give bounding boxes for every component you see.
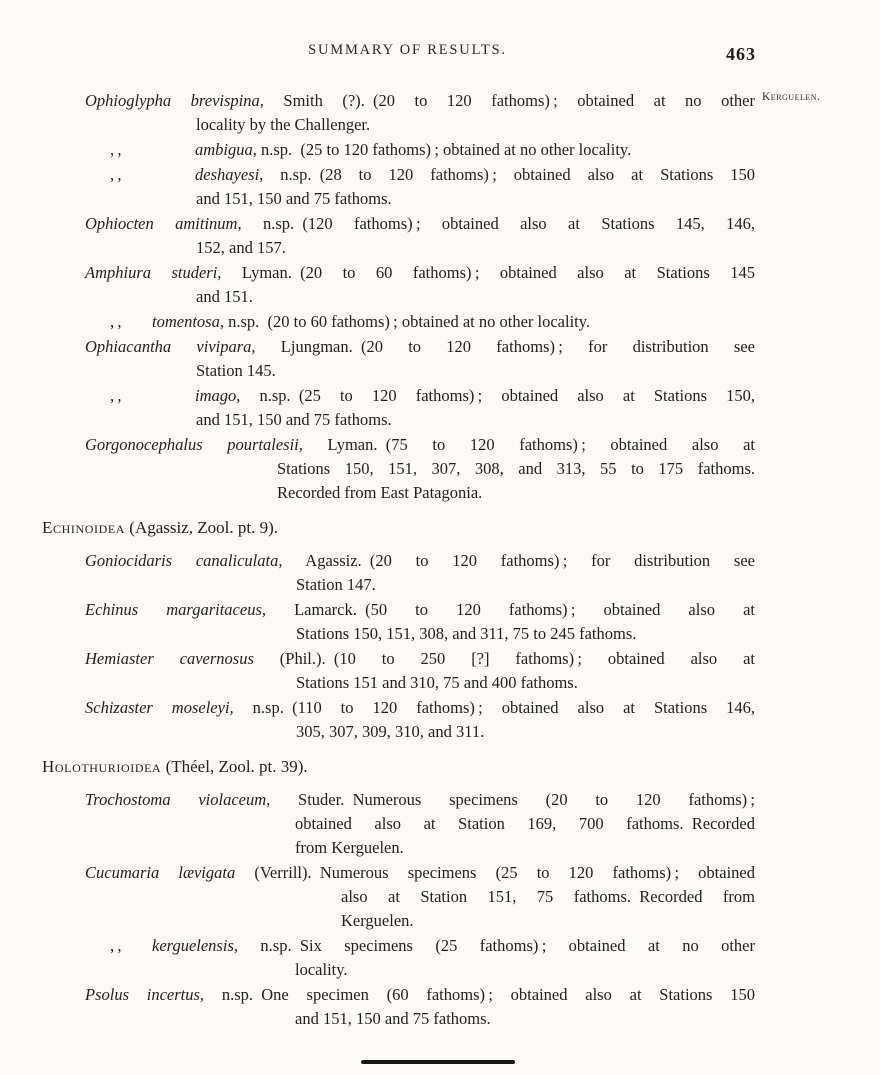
species-entry-deshayesi [0, 163, 880, 211]
entry-line [110, 310, 755, 334]
ditto-mark: , , [110, 140, 122, 159]
entry-continuation: and 151, 150 and 75 fathoms. [295, 1009, 491, 1028]
entry-line [85, 433, 755, 457]
section-heading-name: Echinoidea [42, 518, 126, 537]
entry-line [110, 138, 755, 162]
species-name: imago, [195, 386, 241, 405]
ditto-mark: , , [110, 936, 122, 955]
entry-description: n.sp. One specimen (60 fathoms) ; obtained also at Stations 150 [204, 985, 755, 1004]
entry-continuation: and 151, 150 and 75 fathoms. [196, 410, 392, 429]
species-entry-kerguelensis [0, 934, 880, 982]
scan-artifact-line [361, 1060, 515, 1064]
entry-description: n.sp. (20 to 60 fathoms) ; obtained at no other locality. [223, 312, 591, 331]
entry-continuation: Stations 150, 151, 307, 308, and 313, 55 to 175 fathoms. [277, 459, 755, 478]
entry-continuation: also at Station 151, 75 fathoms. Recorded from [341, 887, 755, 906]
species-name: Ophiocten amitinum, [85, 214, 242, 233]
ditto-mark: , , [110, 165, 122, 184]
entry-line [110, 163, 755, 187]
section-heading-echinoidea [42, 516, 755, 540]
section-heading-holothurioidea [42, 755, 755, 779]
species-list [0, 89, 880, 1031]
margin-note: Kerguelen. [762, 91, 821, 103]
entry-description: n.sp. (28 to 120 fathoms) ; obtained also at Stations 150 [263, 165, 755, 184]
entry-line [85, 89, 755, 113]
entry-continuation: from Kerguelen. [295, 838, 404, 857]
entry-description: n.sp. (25 to 120 fathoms) ; obtained also at Stations 150, [240, 386, 755, 405]
entry-line [85, 549, 755, 573]
species-name: kerguelensis, [152, 936, 238, 955]
entry-continuation: Stations 150, 151, 308, and 311, 75 to 245 fathoms. [296, 624, 637, 643]
species-entry-hemiaster-cavernosus [0, 647, 880, 695]
species-name: Schizaster moseleyi, [85, 698, 234, 717]
species-entry-schizaster-moseleyi [0, 696, 880, 744]
species-name: Ophiacantha vivipara, [85, 337, 256, 356]
species-entry-ophiacantha-vivipara [0, 335, 880, 383]
species-name: Cucumaria lævigata [85, 863, 236, 882]
entry-continuation: Station 145. [196, 361, 276, 380]
species-name: Ophioglypha brevispina, [85, 91, 264, 110]
entry-continuation: locality. [295, 960, 348, 979]
entry-line [110, 384, 755, 408]
entry-description: Smith (?). (20 to 120 fathoms) ; obtained at no other [263, 91, 755, 110]
species-entry-tomentosa [0, 310, 880, 334]
entry-continuation: Kerguelen. [341, 911, 414, 930]
entry-description: Ljungman. (20 to 120 fathoms) ; for distribution see [255, 337, 755, 356]
species-entry-goniocidaris-canaliculata [0, 549, 880, 597]
species-entry-amphiura-studeri [0, 261, 880, 309]
entry-line [110, 934, 755, 958]
entry-line [85, 261, 755, 285]
species-name: ambigua, [195, 140, 257, 159]
species-entry-ophioglypha-brevispina [0, 89, 880, 137]
species-entry-cucumaria-laevigata [0, 861, 880, 933]
entry-continuation: and 151, 150 and 75 fathoms. [196, 189, 392, 208]
entry-continuation: Station 147. [296, 575, 376, 594]
entry-continuation: and 151. [196, 287, 253, 306]
entry-description: Studer. Numerous specimens (20 to 120 fathoms) ; [270, 790, 755, 809]
species-name: Amphiura studeri, [85, 263, 222, 282]
section-heading-name: Holothurioidea [42, 757, 162, 776]
species-name: tomentosa, [152, 312, 224, 331]
species-name: Gorgonocephalus pourtalesii, [85, 435, 303, 454]
species-entry-ambigua [0, 138, 880, 162]
entry-line [85, 861, 755, 885]
entry-description: n.sp. (110 to 120 fathoms) ; obtained also at Stations 146, [233, 698, 756, 717]
species-entry-psolus-incertus [0, 983, 880, 1031]
entry-description: (Phil.). (10 to 250 [?] fathoms) ; obtained also at [253, 649, 755, 668]
page-number: 463 [726, 44, 756, 64]
entry-continuation: 152, and 157. [196, 238, 286, 257]
ditto-mark: , , [110, 312, 122, 331]
entry-description: Lyman. (75 to 120 fathoms) ; obtained also at [302, 435, 755, 454]
entry-description: Lamarck. (50 to 120 fathoms) ; obtained also at [266, 600, 755, 619]
entry-description: Lyman. (20 to 60 fathoms) ; obtained also at Stations 145 [221, 263, 755, 282]
species-name: Goniocidaris canaliculata, [85, 551, 283, 570]
species-entry-echinus-margaritaceus [0, 598, 880, 646]
species-name: deshayesi, [195, 165, 264, 184]
running-head: SUMMARY OF RESULTS. [308, 42, 507, 58]
entry-line [85, 788, 755, 812]
species-entry-trochostoma-violaceum [0, 788, 880, 860]
entry-continuation: locality by the Challenger. [196, 115, 371, 134]
entry-continuation: Stations 151 and 310, 75 and 400 fathoms. [296, 673, 578, 692]
entry-line [85, 335, 755, 359]
species-name: Hemiaster cavernosus [85, 649, 254, 668]
entry-continuation: obtained also at Station 169, 700 fathoms. Recorded [295, 814, 755, 833]
entry-description: Agassiz. (20 to 120 fathoms) ; for distribution see [282, 551, 755, 570]
ditto-mark: , , [110, 386, 122, 405]
entry-description: n.sp. (25 to 120 fathoms) ; obtained at no other locality. [256, 140, 632, 159]
entry-line [85, 696, 755, 720]
species-name: Trochostoma violaceum, [85, 790, 271, 809]
page-header [0, 0, 880, 66]
entry-line [85, 212, 755, 236]
entry-continuation: 305, 307, 309, 310, and 311. [296, 722, 485, 741]
entry-line [85, 983, 755, 1007]
species-entry-imago [0, 384, 880, 432]
species-entry-gorgonocephalus-pourtalesii [0, 433, 880, 505]
section-heading-detail: (Agassiz, Zool. pt. 9). [125, 518, 279, 537]
species-name: Echinus margaritaceus, [85, 600, 266, 619]
entry-line [85, 598, 755, 622]
species-entry-ophiocten-amitinum [0, 212, 880, 260]
section-heading-detail: (Théel, Zool. pt. 39). [161, 757, 308, 776]
species-name: Psolus incertus, [85, 985, 205, 1004]
entry-line [85, 647, 755, 671]
entry-description: n.sp. Six specimens (25 fathoms) ; obtained at no other [238, 936, 755, 955]
entry-description: (Verrill). Numerous specimens (25 to 120 fathoms) ; obtained [235, 863, 756, 882]
entry-continuation: Recorded from East Patagonia. [277, 483, 483, 502]
entry-description: n.sp. (120 fathoms) ; obtained also at Stations 145, 146, [241, 214, 755, 233]
